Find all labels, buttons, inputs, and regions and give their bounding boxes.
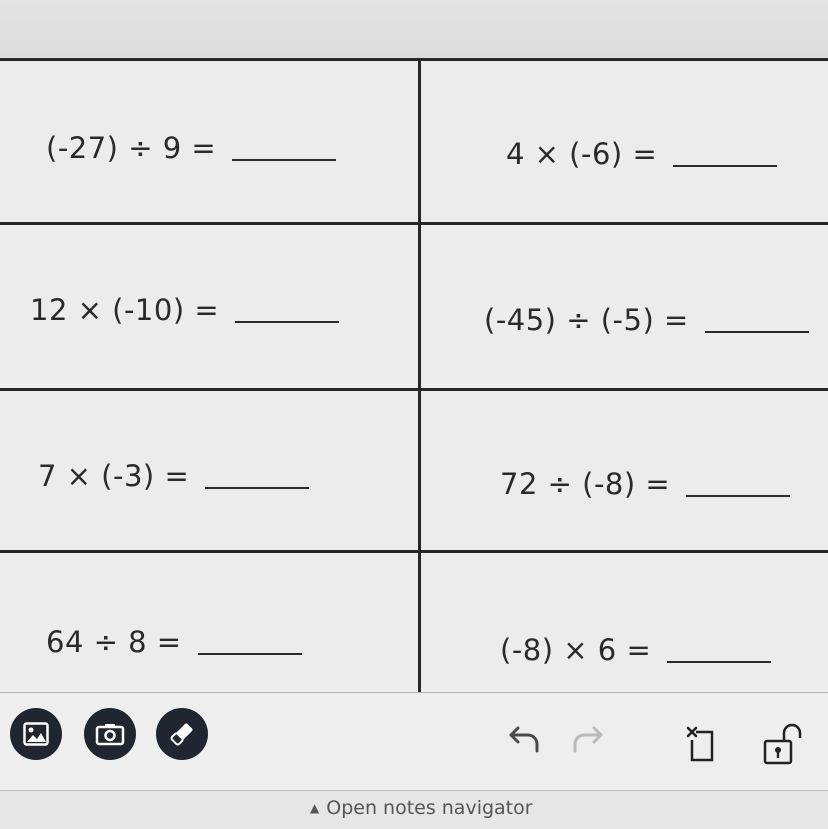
redo-icon [568,724,604,754]
grid-line [0,388,828,391]
camera-button[interactable] [84,708,136,760]
problem-expression: 72 ÷ (-8) = [500,467,671,501]
problem-cell [484,290,809,350]
problem-cell [46,612,302,672]
eraser-icon [167,719,197,749]
problem-cell [30,280,339,340]
unlock-icon [762,723,806,765]
answer-blank[interactable] [705,331,809,333]
unlock-button[interactable] [760,721,808,767]
image-icon [23,722,49,746]
grid-line [418,58,421,692]
answer-blank[interactable] [667,661,771,663]
answer-blank[interactable] [235,321,339,323]
undo-button[interactable] [506,719,546,759]
problem-expression: 7 × (-3) = [38,459,190,493]
problem-expression: 64 ÷ 8 = [46,625,182,659]
notes-navigator-label: Open notes navigator [326,797,533,819]
clear-page-icon [686,726,720,762]
problem-cell [38,446,309,506]
clear-page-button[interactable] [682,723,724,765]
answer-blank[interactable] [205,487,309,489]
problem-expression: (-27) ÷ 9 = [46,131,217,165]
problem-expression: (-45) ÷ (-5) = [484,303,689,337]
top-margin [0,0,828,58]
problem-cell [46,118,336,178]
answer-blank[interactable] [198,653,302,655]
worksheet-grid [0,58,828,692]
redo-button[interactable] [566,719,606,759]
grid-line [0,222,828,225]
answer-blank[interactable] [673,165,777,167]
open-notes-navigator-link[interactable] [310,797,533,819]
eraser-button[interactable] [156,708,208,760]
undo-icon [508,724,544,754]
problem-expression: (-8) × 6 = [500,633,652,667]
insert-image-button[interactable] [10,708,62,760]
grid-line [0,550,828,553]
problem-cell [500,454,790,514]
triangle-up-icon: ▲ [310,801,320,815]
answer-blank[interactable] [232,159,336,161]
camera-icon [95,722,125,746]
problem-expression: 12 × (-10) = [30,293,220,327]
problem-cell [500,620,771,680]
problem-expression: 4 × (-6) = [506,137,658,171]
problem-cell [506,124,777,184]
grid-line [0,58,828,61]
drawing-toolbar [0,692,828,791]
footer-bar [0,790,828,829]
answer-blank[interactable] [686,495,790,497]
